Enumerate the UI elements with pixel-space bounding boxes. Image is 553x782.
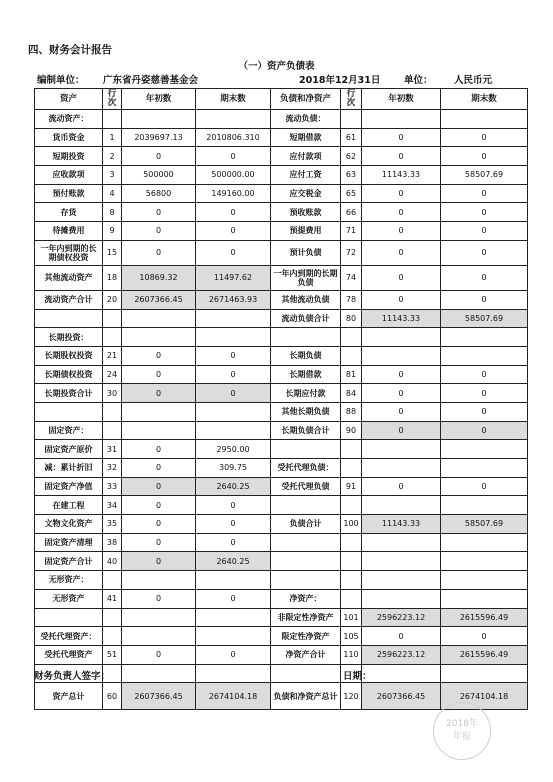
amount-cell: 0: [122, 222, 196, 241]
item-name-cell: 存货: [35, 203, 103, 222]
item-name-cell: [271, 664, 341, 683]
item-name-cell: [271, 440, 341, 459]
table-row: [35, 265, 528, 290]
item-name-cell: 长期借款: [271, 365, 341, 384]
table-row: [35, 365, 528, 384]
item-name-cell: 受托代理资产：: [35, 627, 103, 646]
col-header: 年初数: [122, 89, 196, 110]
table-row: [35, 402, 528, 421]
col-header: 行次: [341, 89, 362, 110]
amount-cell: 309.75: [196, 459, 271, 478]
table-row: [35, 571, 528, 590]
col-header: 资产: [35, 89, 103, 110]
item-name-cell: 固定资产原价: [35, 440, 103, 459]
unit-label: 单位：: [404, 75, 433, 86]
item-name-cell: 限定性净资产: [271, 627, 341, 646]
item-name-cell: 固定资产净值: [35, 477, 103, 496]
amount-cell: 2010806.310: [196, 128, 271, 147]
amount-cell: 500000.00: [196, 166, 271, 185]
annual-report-stamp: [433, 702, 491, 760]
amount-cell: [441, 496, 528, 515]
line-no-cell: 101: [341, 608, 362, 627]
line-no-cell: 2: [103, 147, 122, 166]
amount-cell: 0: [362, 203, 441, 222]
amount-cell: [441, 440, 528, 459]
amount-cell: [362, 459, 441, 478]
amount-cell: 0: [441, 147, 528, 166]
amount-cell: 2596223.12: [362, 608, 441, 627]
amount-cell: 2640.25: [196, 477, 271, 496]
line-no-cell: 38: [103, 533, 122, 552]
table-row: [35, 421, 528, 440]
amount-cell: 11497.62: [196, 265, 271, 290]
line-no-cell: 3: [103, 166, 122, 185]
line-no-cell: 100: [341, 515, 362, 534]
amount-cell: 2607366.45: [122, 290, 196, 309]
stamp-label: 年报: [452, 732, 471, 742]
table-row: [35, 477, 528, 496]
table-row: [35, 147, 528, 166]
line-no-cell: 62: [341, 147, 362, 166]
line-no-cell: [103, 571, 122, 590]
amount-cell: 0: [122, 203, 196, 222]
line-no-cell: [103, 608, 122, 627]
item-name-cell: 预计负债: [271, 240, 341, 265]
amount-cell: [122, 664, 196, 683]
amount-cell: 10869.32: [122, 265, 196, 290]
item-name-cell: 固定资产清理: [35, 533, 103, 552]
line-no-cell: [103, 328, 122, 347]
amount-cell: 0: [441, 222, 528, 241]
line-no-cell: [341, 110, 362, 129]
item-name-cell: 受托代理负债：: [271, 459, 341, 478]
line-no-cell: 71: [341, 222, 362, 241]
amount-cell: 0: [122, 346, 196, 365]
amount-cell: 0: [362, 384, 441, 403]
line-no-cell: [341, 459, 362, 478]
line-no-cell: 32: [103, 459, 122, 478]
amount-cell: [441, 664, 528, 683]
item-name-cell: [35, 402, 103, 421]
amount-cell: [441, 346, 528, 365]
amount-cell: 0: [196, 384, 271, 403]
signer-label: 财务负责人签字：: [34, 671, 111, 682]
table-row: [35, 627, 528, 646]
item-name-cell: [271, 533, 341, 552]
amount-cell: [122, 402, 196, 421]
amount-cell: 0: [362, 627, 441, 646]
table-row: [35, 128, 528, 147]
item-name-cell: 无形资产：: [35, 571, 103, 590]
line-no-cell: 80: [341, 309, 362, 328]
item-name-cell: 固定资产：: [35, 421, 103, 440]
amount-cell: 0: [362, 240, 441, 265]
item-name-cell: 其他长期负债: [271, 402, 341, 421]
item-name-cell: 在建工程: [35, 496, 103, 515]
amount-cell: 0: [122, 384, 196, 403]
line-no-cell: 120: [341, 683, 362, 710]
balance-sheet-body: [35, 89, 528, 710]
item-name-cell: [271, 328, 341, 347]
item-name-cell: 应付工资: [271, 166, 341, 185]
line-no-cell: 9: [103, 222, 122, 241]
item-name-cell: 其他流动资产: [35, 265, 103, 290]
item-name-cell: 净资产合计: [271, 645, 341, 664]
line-no-cell: 21: [103, 346, 122, 365]
line-no-cell: 51: [103, 645, 122, 664]
item-name-cell: 受托代理负债: [271, 477, 341, 496]
line-no-cell: [341, 440, 362, 459]
line-no-cell: 40: [103, 552, 122, 571]
balance-sheet-table: [34, 88, 528, 710]
item-name-cell: 流动资产：: [35, 110, 103, 129]
amount-cell: 0: [441, 365, 528, 384]
amount-cell: [122, 309, 196, 328]
amount-cell: [362, 664, 441, 683]
item-name-cell: 货币资金: [35, 128, 103, 147]
item-name-cell: [35, 608, 103, 627]
amount-cell: 0: [196, 533, 271, 552]
item-name-cell: 资产总计: [35, 683, 103, 710]
amount-cell: [122, 110, 196, 129]
amount-cell: 0: [441, 477, 528, 496]
line-no-cell: [103, 402, 122, 421]
item-name-cell: 应收款项: [35, 166, 103, 185]
table-title: （一）资产负债表: [238, 61, 315, 72]
amount-cell: [362, 571, 441, 590]
amount-cell: [362, 440, 441, 459]
amount-cell: 2674104.18: [441, 683, 528, 710]
item-name-cell: 固定资产合计: [35, 552, 103, 571]
table-row: [35, 203, 528, 222]
amount-cell: 2596223.12: [362, 645, 441, 664]
table-row: [35, 222, 528, 241]
amount-cell: 0: [362, 290, 441, 309]
amount-cell: 0: [122, 477, 196, 496]
amount-cell: [196, 402, 271, 421]
item-name-cell: 流动负债合计: [271, 309, 341, 328]
amount-cell: 0: [122, 440, 196, 459]
amount-cell: 0: [196, 346, 271, 365]
amount-cell: 0: [362, 128, 441, 147]
item-name-cell: 短期借款: [271, 128, 341, 147]
amount-cell: 0: [441, 203, 528, 222]
amount-cell: 0: [122, 552, 196, 571]
amount-cell: 0: [196, 589, 271, 608]
table-row: [35, 166, 528, 185]
line-no-cell: 81: [341, 365, 362, 384]
table-row: [35, 240, 528, 265]
amount-cell: [196, 627, 271, 646]
amount-cell: 0: [362, 265, 441, 290]
report-date: 2018年12月31日: [299, 75, 381, 86]
amount-cell: 0: [196, 496, 271, 515]
table-row: [35, 328, 528, 347]
item-name-cell: 预收账款: [271, 203, 341, 222]
item-name-cell: 负债合计: [271, 515, 341, 534]
amount-cell: 0: [441, 421, 528, 440]
line-no-cell: [341, 346, 362, 365]
amount-cell: 11143.33: [362, 515, 441, 534]
amount-cell: 2039697.13: [122, 128, 196, 147]
line-no-cell: 1: [103, 128, 122, 147]
amount-cell: [441, 571, 528, 590]
line-no-cell: 15: [103, 240, 122, 265]
amount-cell: 0: [196, 515, 271, 534]
item-name-cell: 长期投资：: [35, 328, 103, 347]
table-header-row: [35, 89, 528, 110]
amount-cell: [196, 421, 271, 440]
amount-cell: 2607366.45: [362, 683, 441, 710]
amount-cell: 0: [441, 384, 528, 403]
item-name-cell: 应付款项: [271, 147, 341, 166]
item-name-cell: 流动资产合计: [35, 290, 103, 309]
line-no-cell: 4: [103, 184, 122, 203]
col-header: 期末数: [441, 89, 528, 110]
amount-cell: [441, 589, 528, 608]
item-name-cell: 长期负债: [271, 346, 341, 365]
amount-cell: 2950.00: [196, 440, 271, 459]
item-name-cell: 应交税金: [271, 184, 341, 203]
amount-cell: 2615596.49: [441, 645, 528, 664]
amount-cell: 0: [122, 147, 196, 166]
line-no-cell: 20: [103, 290, 122, 309]
section-title: 四、财务会计报告: [28, 44, 112, 56]
table-row: [35, 110, 528, 129]
amount-cell: 0: [362, 365, 441, 384]
amount-cell: 0: [196, 147, 271, 166]
item-name-cell: [271, 552, 341, 571]
line-no-cell: 72: [341, 240, 362, 265]
table-row: [35, 515, 528, 534]
line-no-cell: 34: [103, 496, 122, 515]
table-row: [35, 384, 528, 403]
amount-cell: 2674104.18: [196, 683, 271, 710]
amount-cell: [362, 533, 441, 552]
item-name-cell: 无形资产: [35, 589, 103, 608]
amount-cell: [196, 664, 271, 683]
amount-cell: [441, 552, 528, 571]
amount-cell: [122, 571, 196, 590]
item-name-cell: 一年内到期的长期债权投资: [35, 240, 103, 265]
amount-cell: [196, 608, 271, 627]
amount-cell: 0: [196, 240, 271, 265]
item-name-cell: 长期负债合计: [271, 421, 341, 440]
line-no-cell: 63: [341, 166, 362, 185]
line-no-cell: 8: [103, 203, 122, 222]
amount-cell: 0: [196, 645, 271, 664]
amount-cell: 0: [441, 184, 528, 203]
table-row: [35, 589, 528, 608]
amount-cell: 2671463.93: [196, 290, 271, 309]
amount-cell: 58507.69: [441, 309, 528, 328]
org-label: 编制单位：: [37, 75, 85, 86]
line-no-cell: 61: [341, 128, 362, 147]
item-name-cell: 待摊费用: [35, 222, 103, 241]
amount-cell: 0: [196, 222, 271, 241]
amount-cell: 0: [362, 222, 441, 241]
line-no-cell: 35: [103, 515, 122, 534]
amount-cell: 0: [441, 290, 528, 309]
item-name-cell: [271, 571, 341, 590]
line-no-cell: [103, 309, 122, 328]
line-no-cell: 65: [341, 184, 362, 203]
line-no-cell: 24: [103, 365, 122, 384]
table-row: [35, 459, 528, 478]
line-no-cell: [103, 627, 122, 646]
amount-cell: 0: [362, 402, 441, 421]
line-no-cell: 18: [103, 265, 122, 290]
amount-cell: 0: [122, 515, 196, 534]
line-no-cell: [103, 421, 122, 440]
line-no-cell: 88: [341, 402, 362, 421]
amount-cell: [196, 328, 271, 347]
amount-cell: 0: [122, 459, 196, 478]
amount-cell: 0: [196, 365, 271, 384]
amount-cell: 58507.69: [441, 166, 528, 185]
line-no-cell: 33: [103, 477, 122, 496]
item-name-cell: 长期股权投资: [35, 346, 103, 365]
amount-cell: 0: [441, 265, 528, 290]
amount-cell: [196, 309, 271, 328]
line-no-cell: 60: [103, 683, 122, 710]
amount-cell: 0: [122, 645, 196, 664]
amount-cell: [122, 421, 196, 440]
item-name-cell: 长期投资合计: [35, 384, 103, 403]
amount-cell: [122, 627, 196, 646]
line-no-cell: [341, 496, 362, 515]
table-row: [35, 552, 528, 571]
amount-cell: [362, 552, 441, 571]
amount-cell: 0: [441, 402, 528, 421]
table-row: [35, 608, 528, 627]
org-name: 广东省丹姿慈善基金会: [103, 75, 199, 86]
item-name-cell: [35, 309, 103, 328]
amount-cell: 0: [362, 421, 441, 440]
item-name-cell: 非限定性净资产: [271, 608, 341, 627]
table-row: [35, 184, 528, 203]
table-row: [35, 346, 528, 365]
amount-cell: 0: [362, 184, 441, 203]
amount-cell: [441, 110, 528, 129]
item-name-cell: 减：累计折旧: [35, 459, 103, 478]
line-no-cell: 31: [103, 440, 122, 459]
amount-cell: 11143.33: [362, 166, 441, 185]
item-name-cell: 受托代理资产: [35, 645, 103, 664]
item-name-cell: 净资产：: [271, 589, 341, 608]
amount-cell: [122, 328, 196, 347]
line-no-cell: 110: [341, 645, 362, 664]
amount-cell: 0: [196, 203, 271, 222]
line-no-cell: 66: [341, 203, 362, 222]
item-name-cell: 短期投资: [35, 147, 103, 166]
amount-cell: 2640.25: [196, 552, 271, 571]
item-name-cell: [271, 496, 341, 515]
item-name-cell: 负债和净资产总计: [271, 683, 341, 710]
line-no-cell: 78: [341, 290, 362, 309]
amount-cell: 58507.69: [441, 515, 528, 534]
stamp-year: 2018年: [446, 719, 478, 729]
item-name-cell: 预提费用: [271, 222, 341, 241]
item-name-cell: 其他流动负债: [271, 290, 341, 309]
amount-cell: 11143.33: [362, 309, 441, 328]
amount-cell: [441, 459, 528, 478]
unit-value: 人民币元: [454, 75, 493, 86]
amount-cell: [441, 328, 528, 347]
table-row: [35, 440, 528, 459]
amount-cell: [196, 571, 271, 590]
amount-cell: 0: [122, 589, 196, 608]
amount-cell: [362, 346, 441, 365]
amount-cell: [196, 110, 271, 129]
item-name-cell: 预付账款: [35, 184, 103, 203]
date-label: 日期：: [343, 671, 372, 682]
amount-cell: 0: [441, 128, 528, 147]
col-header: 期末数: [196, 89, 271, 110]
item-name-cell: 文物文化资产: [35, 515, 103, 534]
line-no-cell: 91: [341, 477, 362, 496]
amount-cell: 0: [441, 627, 528, 646]
line-no-cell: [341, 533, 362, 552]
line-no-cell: [341, 552, 362, 571]
amount-cell: [122, 608, 196, 627]
table-row: [35, 533, 528, 552]
line-no-cell: 41: [103, 589, 122, 608]
amount-cell: [362, 589, 441, 608]
table-row: [35, 496, 528, 515]
col-header: 行次: [103, 89, 122, 110]
amount-cell: 0: [362, 477, 441, 496]
amount-cell: 0: [441, 240, 528, 265]
line-no-cell: 105: [341, 627, 362, 646]
amount-cell: [362, 110, 441, 129]
table-row: [35, 290, 528, 309]
amount-cell: [362, 328, 441, 347]
line-no-cell: 84: [341, 384, 362, 403]
item-name-cell: 一年内到期的长期负债: [271, 265, 341, 290]
table-row: [35, 309, 528, 328]
amount-cell: 500000: [122, 166, 196, 185]
item-name-cell: 长期应付款: [271, 384, 341, 403]
amount-cell: 2607366.45: [122, 683, 196, 710]
item-name-cell: 长期债权投资: [35, 365, 103, 384]
table-row: [35, 645, 528, 664]
item-name-cell: 流动负债：: [271, 110, 341, 129]
amount-cell: 0: [122, 365, 196, 384]
amount-cell: 0: [122, 240, 196, 265]
amount-cell: 56800: [122, 184, 196, 203]
amount-cell: 149160.00: [196, 184, 271, 203]
line-no-cell: 74: [341, 265, 362, 290]
line-no-cell: 30: [103, 384, 122, 403]
amount-cell: 0: [362, 147, 441, 166]
amount-cell: 0: [122, 496, 196, 515]
col-header: 年初数: [362, 89, 441, 110]
amount-cell: 2615596.49: [441, 608, 528, 627]
line-no-cell: 90: [341, 421, 362, 440]
line-no-cell: [341, 328, 362, 347]
line-no-cell: [341, 571, 362, 590]
col-header: 负债和净资产: [271, 89, 341, 110]
line-no-cell: [341, 589, 362, 608]
amount-cell: [362, 496, 441, 515]
amount-cell: [441, 533, 528, 552]
amount-cell: 0: [122, 533, 196, 552]
line-no-cell: [103, 110, 122, 129]
